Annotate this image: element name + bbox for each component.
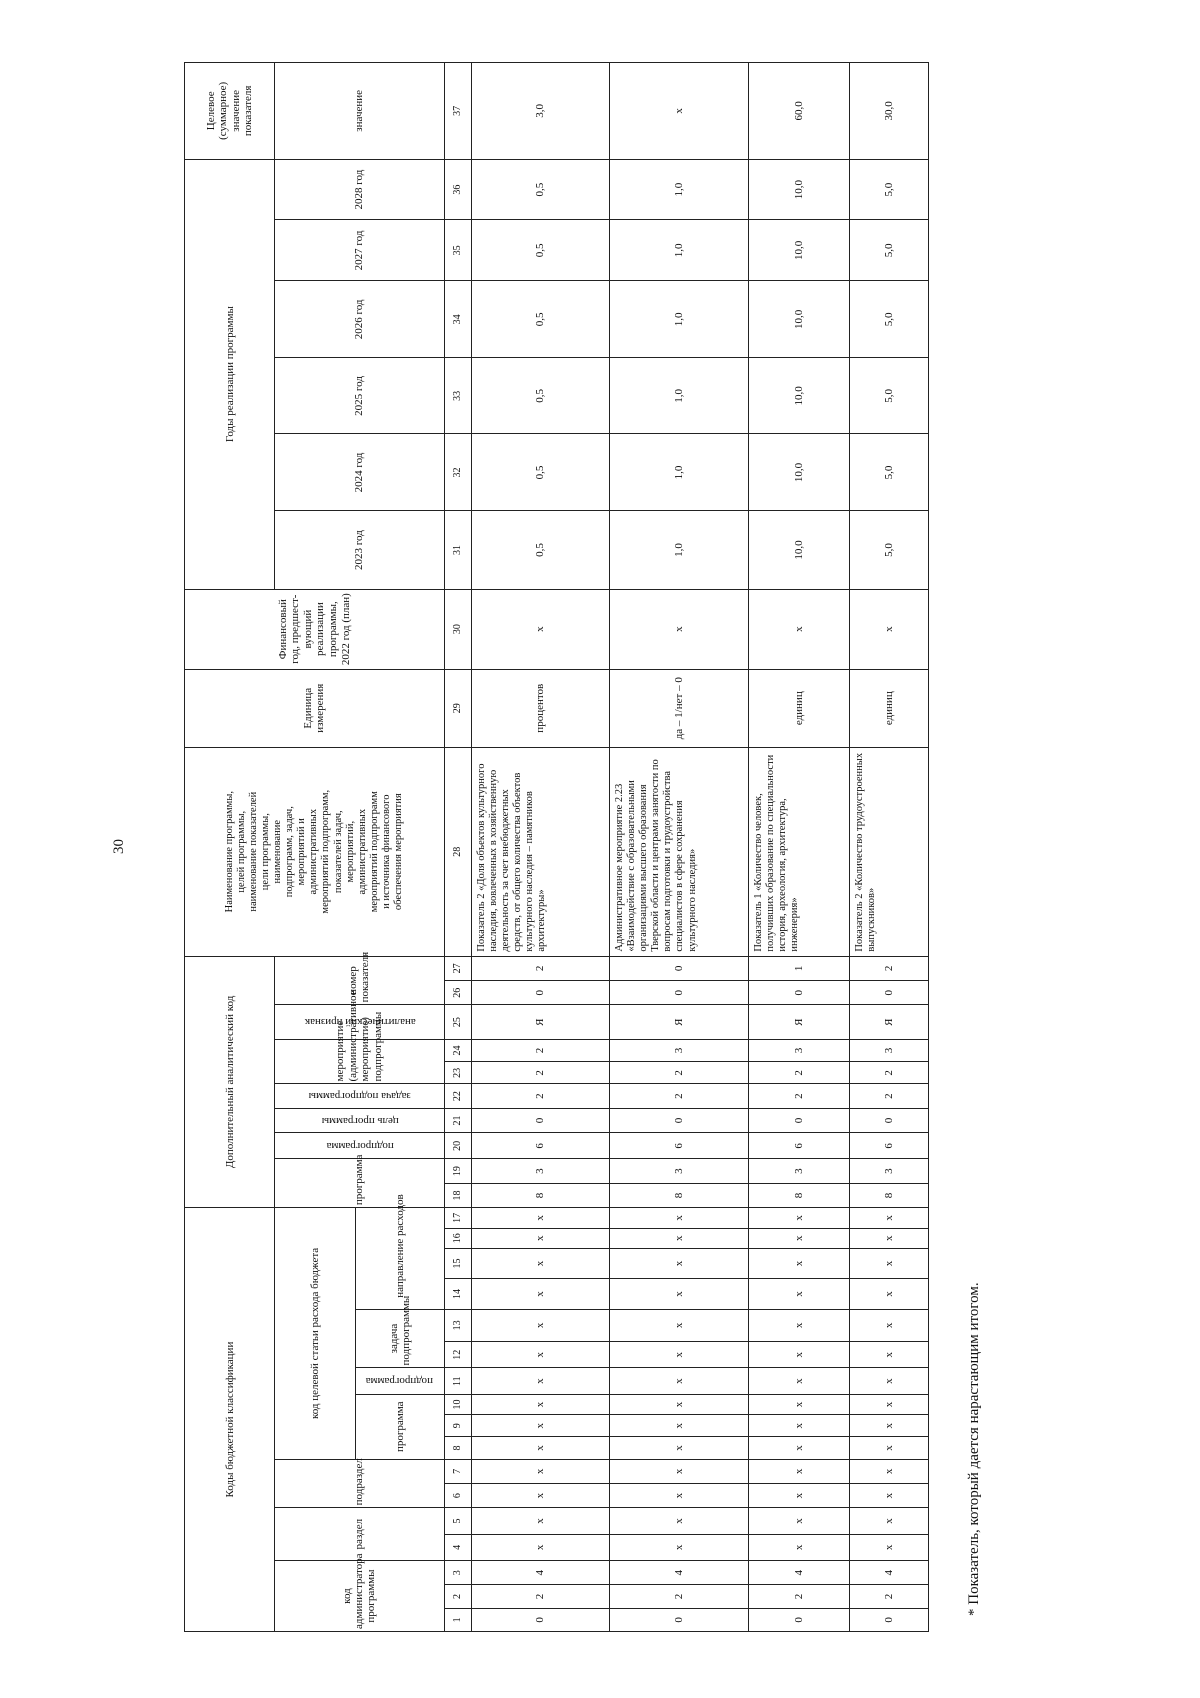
name-cell: Показатель 2 «Количество трудоустроенных выпускников» bbox=[850, 747, 929, 956]
code-cell: 3 bbox=[850, 1159, 929, 1183]
code-cell: х bbox=[471, 1368, 610, 1394]
code-cell: х bbox=[610, 1415, 749, 1437]
col-number: 26 bbox=[444, 981, 471, 1005]
year-value-cell: 10,0 bbox=[748, 434, 850, 511]
code-cell: х bbox=[610, 1228, 749, 1248]
year-value-cell: 5,0 bbox=[850, 358, 929, 434]
code-cell: 0 bbox=[610, 1608, 749, 1631]
code-cell: 0 bbox=[850, 1108, 929, 1132]
code-cell: х bbox=[748, 1248, 850, 1278]
footnote-text: * Показатель, который дается нарастающим итогом. bbox=[966, 1282, 982, 1616]
year-value-cell: 1,0 bbox=[610, 281, 749, 358]
target-value-cell: 3,0 bbox=[471, 63, 610, 160]
code-cell: х bbox=[850, 1342, 929, 1368]
code-cell: х bbox=[850, 1394, 929, 1414]
col-number: 11 bbox=[444, 1368, 471, 1394]
code-cell: х bbox=[748, 1279, 850, 1309]
code-cell: х bbox=[850, 1415, 929, 1437]
code-cell: 6 bbox=[850, 1133, 929, 1159]
col-number: 21 bbox=[444, 1108, 471, 1132]
an-indicator-number-header: номер показателя bbox=[275, 956, 445, 1005]
code-cell: х bbox=[748, 1228, 850, 1248]
year-value-cell: 0,5 bbox=[471, 358, 610, 434]
admin-code-header: код администратора программы bbox=[275, 1561, 445, 1632]
code-cell: х bbox=[610, 1248, 749, 1278]
code-cell: 3 bbox=[610, 1039, 749, 1061]
code-cell: 8 bbox=[471, 1183, 610, 1207]
code-cell: х bbox=[471, 1228, 610, 1248]
base-year-cell: х bbox=[471, 589, 610, 669]
year-value-cell: 0,5 bbox=[471, 434, 610, 511]
code-cell: 3 bbox=[748, 1159, 850, 1183]
code-cell: 4 bbox=[471, 1561, 610, 1585]
code-cell: Я bbox=[610, 1005, 749, 1039]
code-cell: х bbox=[471, 1508, 610, 1534]
code-cell: 2 bbox=[850, 1585, 929, 1608]
year-2025-header: 2025 год bbox=[275, 358, 445, 434]
code-cell: 2 bbox=[850, 1084, 929, 1108]
year-2026-header: 2026 год bbox=[275, 281, 445, 358]
year-2027-header: 2027 год bbox=[275, 220, 445, 281]
an-subprogram-header: подпрограмма bbox=[275, 1133, 445, 1159]
code-cell: х bbox=[610, 1534, 749, 1560]
code-cell: х bbox=[850, 1279, 929, 1309]
code-cell: 0 bbox=[748, 1608, 850, 1631]
base-year-cell: х bbox=[850, 589, 929, 669]
code-cell: 0 bbox=[610, 956, 749, 980]
code-cell: х bbox=[610, 1342, 749, 1368]
col-number: 29 bbox=[444, 669, 471, 747]
code-cell: х bbox=[850, 1368, 929, 1394]
code-cell: х bbox=[610, 1484, 749, 1508]
code-cell: 6 bbox=[610, 1133, 749, 1159]
code-cell: Я bbox=[748, 1005, 850, 1039]
year-value-cell: 1,0 bbox=[610, 358, 749, 434]
col-number: 19 bbox=[444, 1159, 471, 1183]
code-cell: х bbox=[850, 1459, 929, 1483]
year-value-cell: 5,0 bbox=[850, 220, 929, 281]
year-value-cell: 10,0 bbox=[748, 511, 850, 589]
base-year-cell: х bbox=[748, 589, 850, 669]
code-cell: х bbox=[850, 1534, 929, 1560]
col-number: 17 bbox=[444, 1208, 471, 1228]
code-cell: х bbox=[850, 1437, 929, 1459]
code-cell: х bbox=[471, 1279, 610, 1309]
code-cell: 2 bbox=[748, 1062, 850, 1084]
code-cell: 0 bbox=[748, 981, 850, 1005]
col-number: 32 bbox=[444, 434, 471, 511]
code-cell: х bbox=[850, 1309, 929, 1341]
code-cell: 4 bbox=[850, 1561, 929, 1585]
code-cell: х bbox=[610, 1368, 749, 1394]
code-cell: 0 bbox=[471, 981, 610, 1005]
year-value-cell: 5,0 bbox=[850, 434, 929, 511]
col-number: 1 bbox=[444, 1608, 471, 1631]
name-cell: Показатель 2 «Доля объектов культурного наследия, вовлеченных в хозяйственную деятельность за счет внебюджетных средств, от общего количества объектов культурного наследия – памятников архитектуры» bbox=[471, 747, 610, 956]
table-wrapper bbox=[184, 62, 929, 1632]
year-value-cell: 10,0 bbox=[748, 281, 850, 358]
code-cell: х bbox=[748, 1342, 850, 1368]
code-cell: 1 bbox=[748, 956, 850, 980]
year-2023-header: 2023 год bbox=[275, 511, 445, 589]
code-cell: х bbox=[748, 1309, 850, 1341]
code-cell: 2 bbox=[610, 1062, 749, 1084]
code-cell: 2 bbox=[850, 1062, 929, 1084]
an-goal-header: цель программы bbox=[275, 1108, 445, 1132]
year-value-cell: 1,0 bbox=[610, 511, 749, 589]
year-value-cell: 10,0 bbox=[748, 220, 850, 281]
col-number: 15 bbox=[444, 1248, 471, 1278]
col-number: 14 bbox=[444, 1279, 471, 1309]
code-cell: Я bbox=[471, 1005, 610, 1039]
code-cell: х bbox=[748, 1534, 850, 1560]
col-number: 6 bbox=[444, 1484, 471, 1508]
code-cell: х bbox=[471, 1534, 610, 1560]
code-cell: х bbox=[610, 1279, 749, 1309]
unit-cell: да – 1/нет – 0 bbox=[610, 669, 749, 747]
col-number: 22 bbox=[444, 1084, 471, 1108]
code-cell: х bbox=[610, 1309, 749, 1341]
year-value-cell: 0,5 bbox=[471, 281, 610, 358]
code-cell: 3 bbox=[748, 1039, 850, 1061]
code-cell: х bbox=[610, 1508, 749, 1534]
unit-cell: процентов bbox=[471, 669, 610, 747]
code-cell: 2 bbox=[610, 1084, 749, 1108]
table-row bbox=[748, 63, 850, 1632]
year-value-cell: 10,0 bbox=[748, 358, 850, 434]
section-header: раздел bbox=[275, 1508, 445, 1561]
name-column-header: Наименование программы, целей программы, наименование показателей цели программы, наименование подпрограмм, задач, мероприятий и административных мероприятий подпрограмм, показателей задач, мероприятий, административных мероприятий подпрограмм и источника финансового обеспечения мероприятия bbox=[185, 747, 445, 956]
code-cell: 2 bbox=[471, 1585, 610, 1608]
program-header: программа bbox=[355, 1394, 444, 1459]
code-cell: 0 bbox=[850, 1608, 929, 1631]
col-number: 28 bbox=[444, 747, 471, 956]
year-value-cell: 1,0 bbox=[610, 434, 749, 511]
code-cell: х bbox=[471, 1248, 610, 1278]
code-cell: х bbox=[748, 1508, 850, 1534]
year-2028-header: 2028 год bbox=[275, 159, 445, 220]
code-cell: 2 bbox=[610, 1585, 749, 1608]
base-year-cell: х bbox=[610, 589, 749, 669]
target-value-cell: 30,0 bbox=[850, 63, 929, 160]
code-cell: 8 bbox=[610, 1183, 749, 1207]
code-cell: х bbox=[471, 1208, 610, 1228]
code-cell: 2 bbox=[471, 1039, 610, 1061]
table-row bbox=[610, 63, 749, 1632]
code-cell: х bbox=[471, 1459, 610, 1483]
year-value-cell: 0,5 bbox=[471, 220, 610, 281]
column-numbers-row bbox=[444, 63, 471, 1632]
code-cell: х bbox=[471, 1342, 610, 1368]
code-cell: 0 bbox=[748, 1108, 850, 1132]
unit-cell: единиц bbox=[748, 669, 850, 747]
target-article-header: код целевой статьи расхода бюджета bbox=[275, 1208, 356, 1460]
col-number: 5 bbox=[444, 1508, 471, 1534]
code-cell: 0 bbox=[471, 1608, 610, 1631]
col-number: 8 bbox=[444, 1437, 471, 1459]
col-number: 35 bbox=[444, 220, 471, 281]
col-number: 10 bbox=[444, 1394, 471, 1414]
code-cell: х bbox=[850, 1228, 929, 1248]
table-body bbox=[471, 63, 929, 1632]
code-cell: 3 bbox=[850, 1039, 929, 1061]
analytic-code-header: Дополнительный аналитический код bbox=[185, 956, 275, 1208]
code-cell: х bbox=[850, 1508, 929, 1534]
code-cell: 6 bbox=[748, 1133, 850, 1159]
col-number: 25 bbox=[444, 1005, 471, 1039]
code-cell: х bbox=[610, 1437, 749, 1459]
code-cell: 4 bbox=[748, 1561, 850, 1585]
indicators-table bbox=[184, 62, 929, 1632]
code-cell: 0 bbox=[471, 1108, 610, 1132]
col-number: 4 bbox=[444, 1534, 471, 1560]
an-sign-header: аналитический признак bbox=[275, 1005, 445, 1039]
col-number: 12 bbox=[444, 1342, 471, 1368]
unit-column-header: Единица измерения bbox=[185, 669, 445, 747]
year-value-cell: 10,0 bbox=[748, 159, 850, 220]
col-number: 36 bbox=[444, 159, 471, 220]
name-cell: Показатель 1 «Количество человек, получивших образование по специальности история, археология, архитектура, инженерия» bbox=[748, 747, 850, 956]
col-number: 33 bbox=[444, 358, 471, 434]
target-value-header: значение bbox=[275, 63, 445, 160]
year-value-cell: 5,0 bbox=[850, 281, 929, 358]
subprogram-task-header: задача подпрограммы bbox=[355, 1309, 444, 1368]
expense-direction-header: направление расходов bbox=[355, 1183, 444, 1309]
an-program-header: программа bbox=[275, 1159, 445, 1208]
col-number: 18 bbox=[444, 1183, 471, 1207]
year-value-cell: 5,0 bbox=[850, 511, 929, 589]
code-cell: 0 bbox=[610, 981, 749, 1005]
subprogram-header: подпрограмма bbox=[355, 1368, 444, 1394]
years-group-header: Годы реализации программы bbox=[185, 159, 275, 589]
code-cell: 6 bbox=[471, 1133, 610, 1159]
an-task-header: задача подпрограммы bbox=[275, 1084, 445, 1108]
target-value-cell: х bbox=[610, 63, 749, 160]
code-cell: х bbox=[610, 1208, 749, 1228]
page-number: 30 bbox=[111, 839, 127, 854]
col-number: 2 bbox=[444, 1585, 471, 1608]
code-cell: 8 bbox=[850, 1183, 929, 1207]
code-cell: 0 bbox=[610, 1108, 749, 1132]
table-row bbox=[850, 63, 929, 1632]
code-cell: 0 bbox=[850, 981, 929, 1005]
an-measure-header: мероприятие (административное мероприятие) подпрограммы bbox=[275, 1039, 445, 1084]
col-number: 7 bbox=[444, 1459, 471, 1483]
unit-cell: единиц bbox=[850, 669, 929, 747]
col-number: 20 bbox=[444, 1133, 471, 1159]
code-cell: х bbox=[471, 1415, 610, 1437]
col-number: 23 bbox=[444, 1062, 471, 1084]
col-number: 13 bbox=[444, 1309, 471, 1341]
year-value-cell: 0,5 bbox=[471, 511, 610, 589]
code-cell: х bbox=[748, 1368, 850, 1394]
code-cell: х bbox=[850, 1248, 929, 1278]
code-cell: 2 bbox=[471, 956, 610, 980]
code-cell: Я bbox=[850, 1005, 929, 1039]
code-cell: х bbox=[748, 1484, 850, 1508]
code-cell: х bbox=[748, 1208, 850, 1228]
year-value-cell: 0,5 bbox=[471, 159, 610, 220]
code-cell: х bbox=[471, 1484, 610, 1508]
rotated-table-container bbox=[184, 62, 929, 1632]
year-value-cell: 1,0 bbox=[610, 159, 749, 220]
base-year-column-header: Финансовый год, предшест-вующий реализации программы, 2022 год (план) bbox=[185, 589, 445, 669]
col-number: 27 bbox=[444, 956, 471, 980]
code-cell: х bbox=[471, 1437, 610, 1459]
code-cell: х bbox=[748, 1415, 850, 1437]
col-number: 37 bbox=[444, 63, 471, 160]
code-cell: 2 bbox=[748, 1084, 850, 1108]
col-number: 34 bbox=[444, 281, 471, 358]
year-value-cell: 5,0 bbox=[850, 159, 929, 220]
col-number: 30 bbox=[444, 589, 471, 669]
code-cell: 2 bbox=[748, 1585, 850, 1608]
code-cell: х bbox=[748, 1459, 850, 1483]
col-number: 24 bbox=[444, 1039, 471, 1061]
year-value-cell: 1,0 bbox=[610, 220, 749, 281]
target-value-cell: 60,0 bbox=[748, 63, 850, 160]
code-cell: х bbox=[471, 1394, 610, 1414]
code-cell: х bbox=[748, 1437, 850, 1459]
code-cell: х bbox=[610, 1394, 749, 1414]
subsection-header: подраздел bbox=[275, 1459, 445, 1508]
code-cell: 4 bbox=[610, 1561, 749, 1585]
year-2024-header: 2024 год bbox=[275, 434, 445, 511]
code-cell: х bbox=[850, 1484, 929, 1508]
target-group-header: Целевое (суммарное) значение показателя bbox=[185, 63, 275, 160]
code-cell: х bbox=[471, 1309, 610, 1341]
table-row bbox=[471, 63, 610, 1632]
name-cell: Административное мероприятие 2.23 «Взаимодействие с образовательными организациями высшего образования Тверской области и центрами занятости по вопросам подготовки и трудоустройства специалистов в сфере сохранения культурного наследия» bbox=[610, 747, 749, 956]
code-cell: х bbox=[850, 1208, 929, 1228]
code-cell: 2 bbox=[471, 1062, 610, 1084]
code-cell: 8 bbox=[748, 1183, 850, 1207]
code-cell: х bbox=[748, 1394, 850, 1414]
code-cell: 3 bbox=[471, 1159, 610, 1183]
budget-codes-header: Коды бюджетной классификации bbox=[185, 1208, 275, 1632]
code-cell: х bbox=[610, 1459, 749, 1483]
col-number: 3 bbox=[444, 1561, 471, 1585]
code-cell: 3 bbox=[610, 1159, 749, 1183]
code-cell: 2 bbox=[850, 956, 929, 980]
col-number: 9 bbox=[444, 1415, 471, 1437]
col-number: 31 bbox=[444, 511, 471, 589]
col-number: 16 bbox=[444, 1228, 471, 1248]
code-cell: 2 bbox=[471, 1084, 610, 1108]
